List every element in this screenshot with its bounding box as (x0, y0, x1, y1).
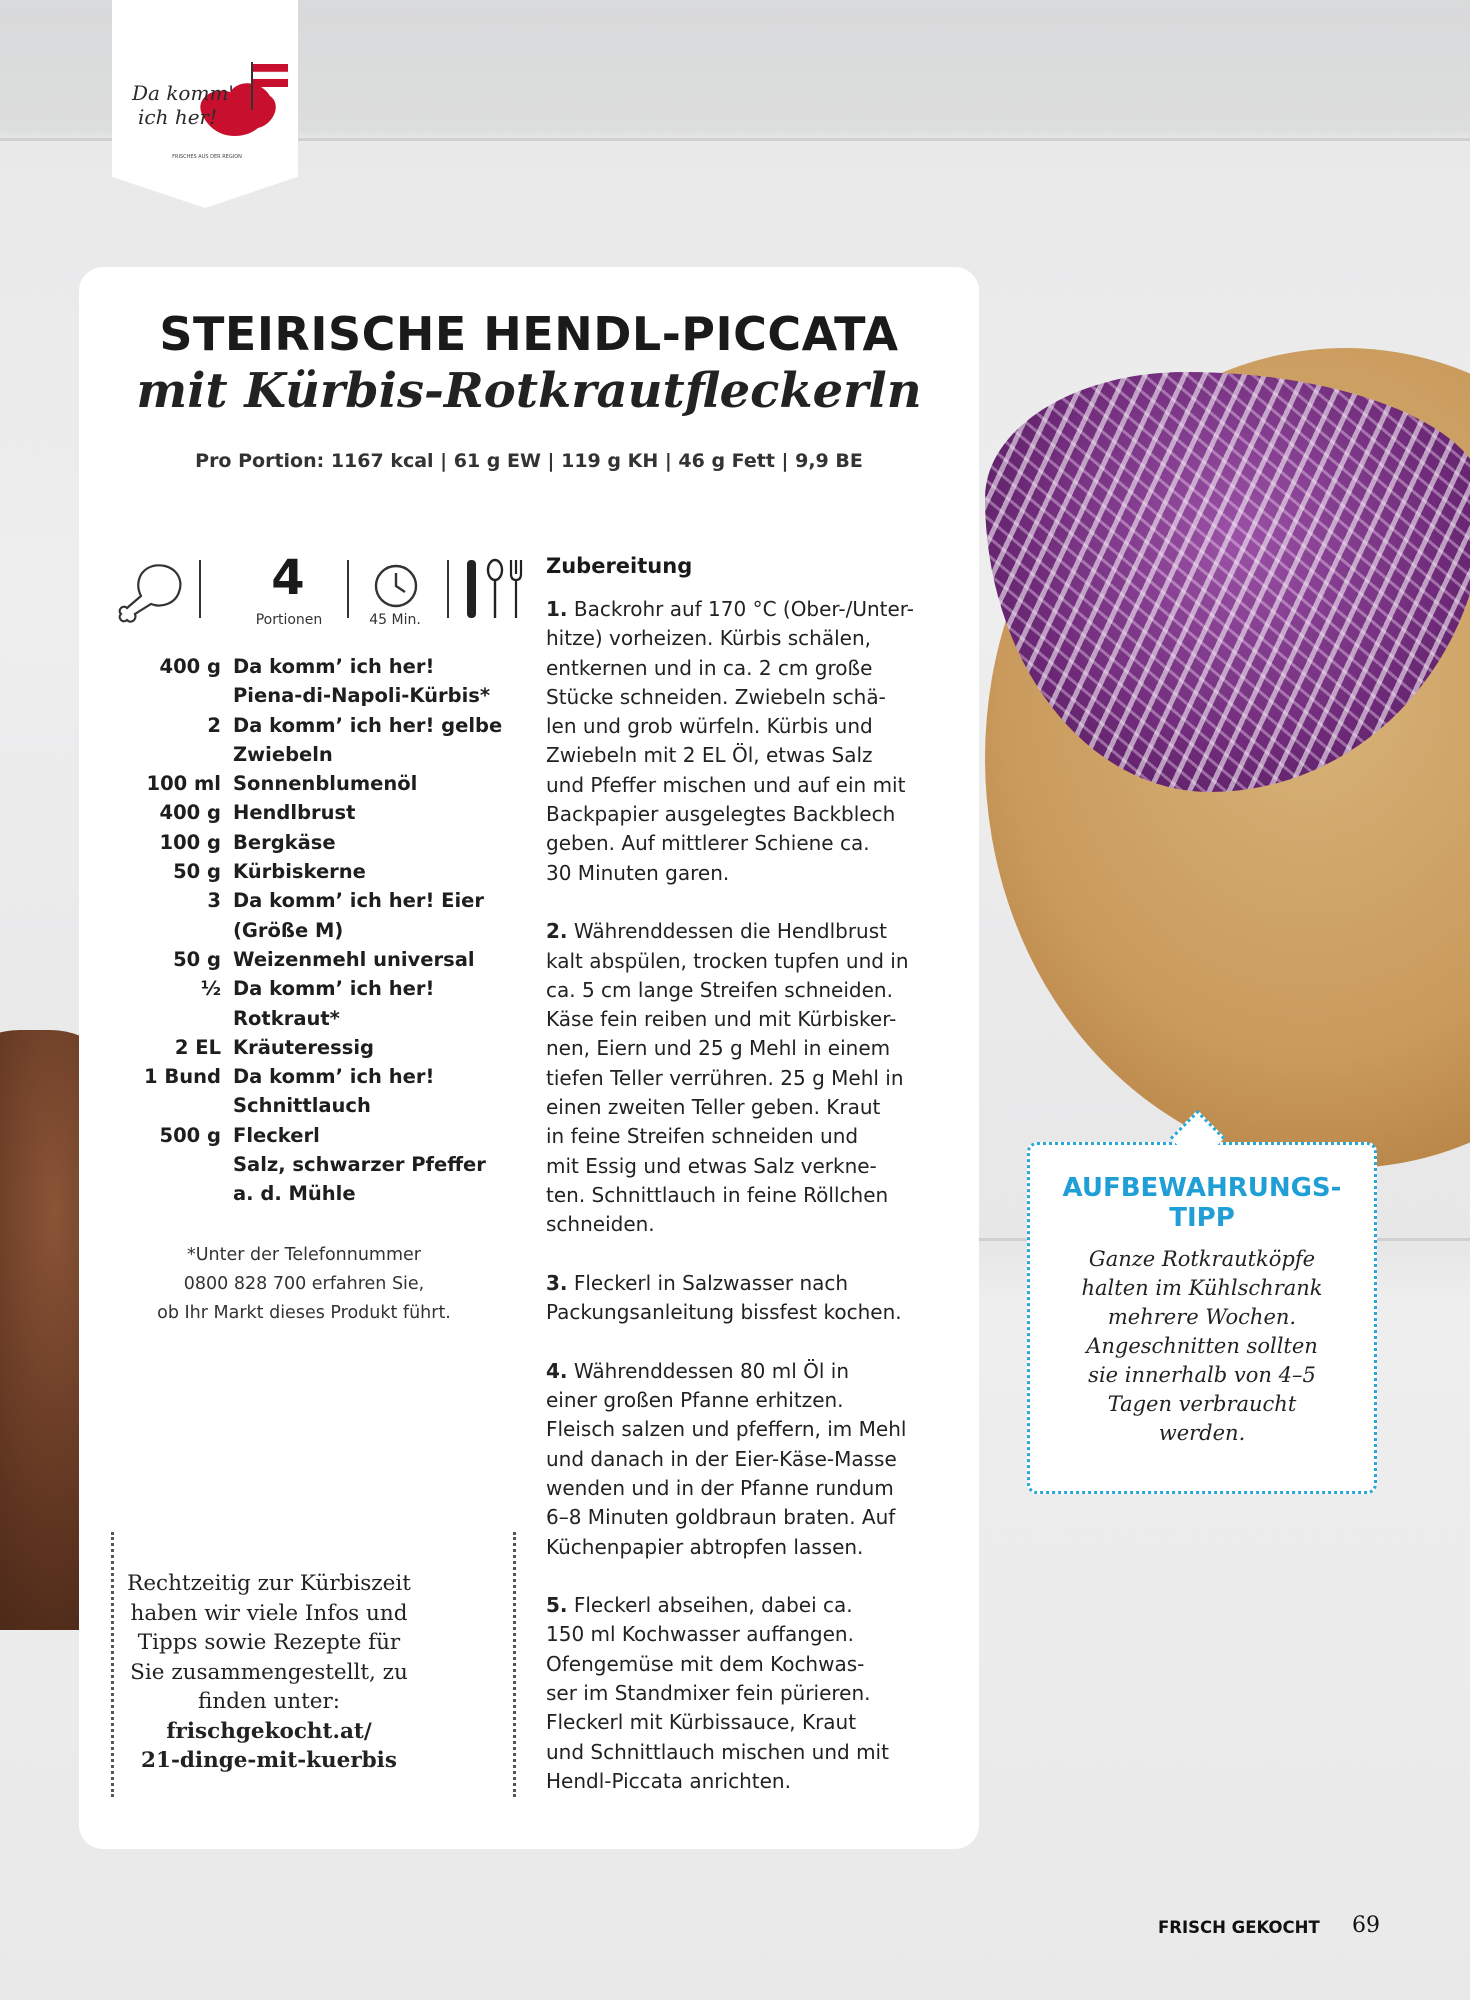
ingredient-row (109, 974, 549, 1003)
cutlery-icon (461, 556, 531, 622)
preparation-step (546, 1591, 966, 1796)
ingredient-row (109, 1150, 549, 1179)
promo-text: Rechtzeitig zur Kürbiszeit haben wir viele Infos und Tipps sowie Rezepte für Sie zusammengestellt, zu finden unter: (127, 1571, 411, 1714)
time-label: 45 Min. (369, 612, 421, 628)
divider (447, 560, 449, 618)
footnote-line: *Unter der Telefonnummer (187, 1245, 421, 1265)
promo-link-line2[interactable]: 21-dinge-mit-kuerbis (141, 1748, 397, 1773)
step-number: 1. (546, 597, 568, 621)
preparation-step (546, 1269, 966, 1328)
footnote (109, 1241, 499, 1328)
ingredient-name: Weizenmehl universal (233, 947, 475, 971)
ingredient-row (109, 652, 549, 681)
ingredient-row (109, 798, 549, 827)
ingredient-row (109, 740, 549, 769)
ingredient-name: Sonnenblumenöl (233, 772, 418, 796)
ingredient-row (109, 711, 549, 740)
preparation-step (546, 1357, 966, 1562)
step-number: 4. (546, 1358, 568, 1383)
promo-link-line1[interactable]: frischgekocht.at/ (166, 1718, 372, 1744)
ingredient-row (109, 1004, 549, 1033)
recipe-info-row (113, 550, 553, 634)
divider (199, 560, 201, 618)
ingredient-name: Kürbiskerne (233, 860, 366, 884)
tip-title: AUFBEWAHRUNGS- TIPP (1062, 1173, 1342, 1233)
nutrition-info: Pro Portion: 1167 kcal | 61 g EW | 119 g KH | 46 g Fett | 9,9 BE (195, 450, 863, 472)
preparation-steps (546, 595, 966, 1825)
ingredient-quantity (109, 1091, 233, 1120)
step-text: Fleckerl abseihen, dabei ca. 150 ml Kochwasser auffangen. Ofengemüse mit dem Kochwas- ser im Standmixer fein pürieren. Fleckerl mit Kürbissauce, Kraut und Schnittlauch mischen und mit Hendl-Piccata anrichten. (546, 1593, 889, 1793)
dotted-divider (513, 1532, 516, 1797)
step-number: 3. (546, 1270, 568, 1295)
tip-text: Ganze Rotkrautköpfe halten im Kühlschrank mehrere Wochen. Angeschnitten sollten sie innerhalb von 4–5 Tagen verbraucht werden. (1081, 1247, 1323, 1445)
logo-text-line2: ich her! (138, 105, 218, 129)
ingredient-row (109, 1179, 549, 1208)
promo-box (119, 1569, 419, 1776)
ingredient-quantity: 2 (207, 713, 221, 737)
ingredient-quantity (109, 1179, 233, 1208)
chicken-leg-icon (113, 558, 193, 628)
ingredient-row (109, 916, 549, 945)
ingredient-row (109, 945, 549, 974)
ingredient-name: Da komm’ ich her! (233, 655, 435, 678)
step-text: Backrohr auf 170 °C (Ober-/Unter- hitze) vorheizen. Kürbis schälen, entkernen und in ca. 2 cm große Stücke schneiden. Zwiebeln schä- len und grob würfeln. Kürbis und Zwiebeln mit 2 EL Öl, etwas Salz und Pfeffer mischen und auf ein mit Backpapier ausgelegtes Backblech geben. Auf mittlerer Schiene ca. 30 Minuten garen. (546, 597, 914, 885)
step-text: Währenddessen 80 ml Öl in einer großen Pfanne erhitzen. Fleisch salzen und pfeffern, im Mehl und danach in der Eier-Käse-Masse wenden und in der Pfanne rundum 6–8 Minuten goldbraun braten. Auf Küchenpapier abtropfen lassen. (546, 1358, 907, 1559)
ingredient-row (109, 886, 549, 915)
ingredient-quantity: 400 g (159, 655, 221, 678)
ingredient-list (109, 652, 549, 1209)
ingredient-name: a. d. Mühle (233, 1182, 356, 1206)
ingredient-quantity: 50 g (173, 947, 221, 971)
magazine-name: FRISCH GEKOCHT (1158, 1918, 1320, 1937)
recipe-subtitle: mit Kürbis-Rotkrautfleckerln (136, 363, 922, 419)
preparation-step (546, 595, 966, 888)
ingredient-quantity: 100 g (159, 830, 221, 854)
ingredient-row (109, 857, 549, 886)
ingredient-name: Bergkäse (233, 830, 336, 854)
divider (347, 560, 349, 618)
ingredient-quantity: 50 g (173, 860, 221, 884)
preparation-title: Zubereitung (546, 554, 693, 578)
logo-badge (112, 0, 298, 208)
ingredient-quantity (109, 1004, 233, 1033)
preparation-step (546, 917, 966, 1239)
ingredient-quantity: 100 ml (146, 772, 221, 796)
logo-text-line1: Da komm' (132, 81, 234, 105)
step-text: Fleckerl in Salzwasser nach Packungsanleitung bissfest kochen. (546, 1270, 902, 1325)
ingredient-row (109, 681, 549, 710)
ingredient-name: Rotkraut* (233, 1006, 340, 1030)
ingredient-name: Salz, schwarzer Pfeffer (233, 1153, 486, 1177)
ingredient-name: Schnittlauch (233, 1094, 371, 1118)
step-text: Währenddessen die Hendlbrust kalt abspülen, trocken tupfen und in ca. 5 cm lange Streifen schneiden. Käse fein reiben und mit Kürbisker- nen, Eiern und 25 g Mehl in einem tiefen Teller verrühren. 25 g Mehl in einen zweiten Teller geben. Kraut in feine Streifen schneiden und mit Essig und etwas Salz verkne- ten. Schnittlauch in feine Röllchen schneiden. (546, 919, 909, 1237)
ingredient-name: Zwiebeln (233, 742, 333, 766)
ingredient-quantity (109, 1150, 233, 1179)
region-logo-icon (112, 0, 298, 208)
page-number: 69 (1352, 1913, 1380, 1938)
ingredient-quantity: 2 EL (174, 1035, 221, 1059)
promo-link[interactable] (119, 1717, 419, 1776)
dotted-divider (111, 1532, 114, 1797)
ingredient-row (109, 1033, 549, 1062)
ingredient-name: Da komm’ ich her! (233, 1065, 435, 1089)
ingredient-quantity (109, 740, 233, 769)
ingredient-name: Da komm’ ich her! (233, 977, 435, 1001)
ingredient-quantity: 1 Bund (144, 1065, 221, 1089)
ingredient-row (109, 1091, 549, 1120)
ingredient-name: Fleckerl (233, 1123, 320, 1147)
ingredient-row (109, 828, 549, 857)
ingredient-name: Kräuteressig (233, 1035, 375, 1059)
ingredient-quantity: ½ (200, 977, 221, 1001)
clock-icon (372, 562, 420, 610)
servings-number: 4 (271, 550, 305, 606)
ingredient-name: Da komm’ ich her! Eier (233, 889, 484, 913)
ingredient-row (109, 1062, 549, 1091)
recipe-title: STEIRISCHE HENDL-PICCATA (159, 307, 899, 361)
ingredient-row (109, 1121, 549, 1150)
recipe-card (79, 267, 979, 1849)
ingredient-quantity: 400 g (159, 801, 221, 825)
ingredient-name: (Größe M) (233, 918, 344, 942)
ingredient-quantity: 500 g (159, 1123, 221, 1147)
ingredient-quantity (109, 916, 233, 945)
ingredient-name: Hendlbrust (233, 801, 356, 825)
storage-tip-box (1027, 1142, 1377, 1494)
ingredient-quantity: 3 (207, 889, 221, 913)
footnote-line: ob Ihr Markt dieses Produkt führt. (157, 1303, 451, 1323)
ingredient-name: Da komm’ ich her! gelbe (233, 713, 503, 737)
ingredient-row (109, 769, 549, 798)
servings-label: Portionen (255, 612, 323, 628)
step-number: 2. (546, 919, 568, 944)
footnote-line: 0800 828 700 erfahren Sie, (183, 1274, 425, 1294)
ingredient-quantity (109, 681, 233, 710)
step-number: 5. (546, 1593, 568, 1618)
logo-tagline: FRISCHES AUS DER REGION (172, 154, 242, 160)
ingredient-name: Piena-di-Napoli-Kürbis* (233, 684, 491, 708)
